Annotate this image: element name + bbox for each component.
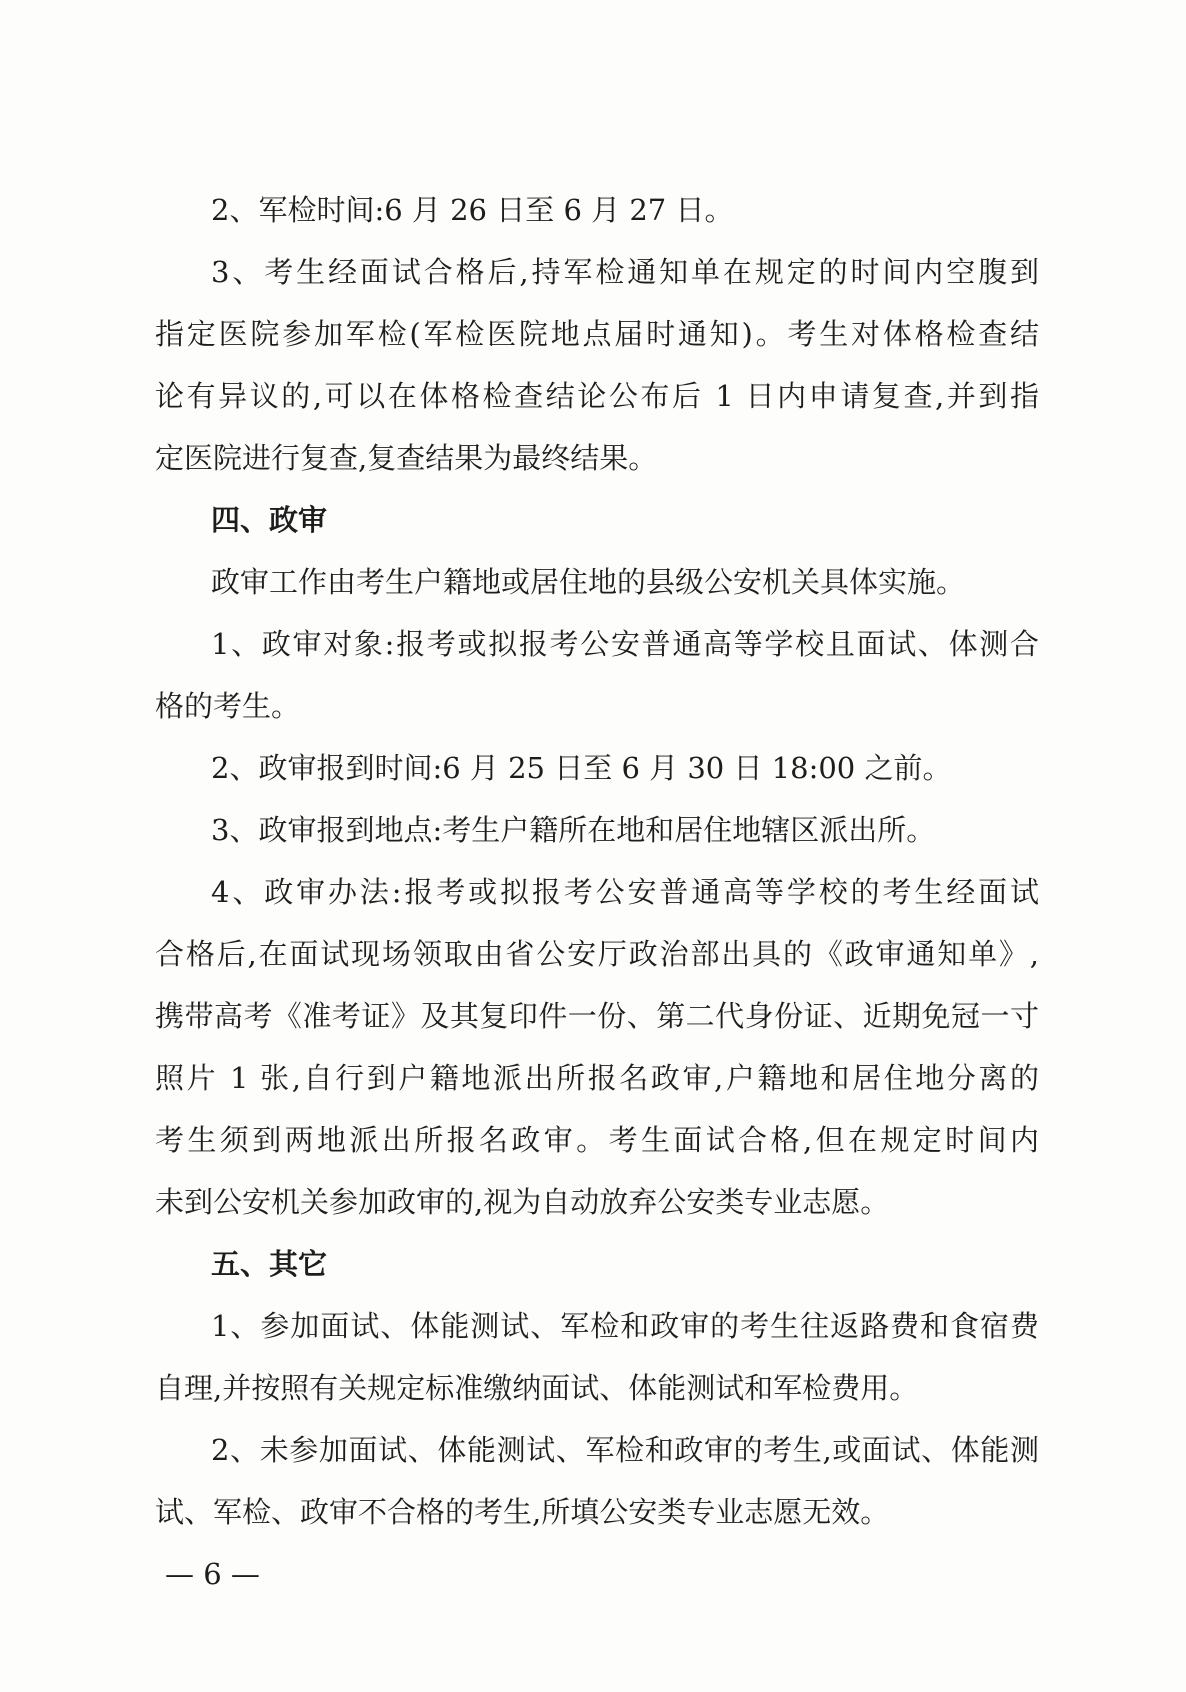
text-line: 格的考生。	[155, 689, 301, 723]
text-line: 1、政审对象:报考或拟报考公安普通高等学校且面试、体测合	[211, 627, 1039, 661]
text-line: 3、政审报到地点:考生户籍所在地和居住地辖区派出所。	[211, 813, 936, 847]
text-line: 合格后,在面试现场领取由省公安厅政治部出具的《政审通知单》,	[155, 937, 1039, 971]
text-line: 2、未参加面试、体能测试、军检和政审的考生,或面试、体能测	[211, 1433, 1039, 1467]
section-heading: 四、政审	[211, 503, 328, 537]
text-line: 4、政审办法:报考或拟报考公安普通高等学校的考生经面试	[211, 875, 1039, 909]
text-line: 3、考生经面试合格后,持军检通知单在规定的时间内空腹到	[211, 255, 1039, 289]
text-line: 1、参加面试、体能测试、军检和政审的考生往返路费和食宿费	[211, 1309, 1039, 1343]
text-line: 论有异议的,可以在体格检查结论公布后 1 日内申请复查,并到指	[155, 379, 1039, 413]
text-line: 定医院进行复查,复查结果为最终结果。	[155, 441, 658, 475]
page-number: — 6 —	[165, 1557, 260, 1591]
text-line: 试、军检、政审不合格的考生,所填公安类专业志愿无效。	[155, 1495, 890, 1529]
text-line: 政审工作由考生户籍地或居住地的县级公安机关具体实施。	[211, 565, 966, 599]
text-line: 2、政审报到时间:6 月 25 日至 6 月 30 日 18:00 之前。	[211, 751, 952, 785]
text-line: 2、军检时间:6 月 26 日至 6 月 27 日。	[211, 193, 734, 227]
text-line: 照片 1 张,自行到户籍地派出所报名政审,户籍地和居住地分离的	[155, 1061, 1039, 1095]
text-line: 未到公安机关参加政审的,视为自动放弃公安类专业志愿。	[155, 1185, 890, 1219]
text-line: 考生须到两地派出所报名政审。考生面试合格,但在规定时间内	[155, 1123, 1039, 1157]
text-line: 自理,并按照有关规定标准缴纳面试、体能测试和军检费用。	[155, 1371, 919, 1405]
text-line: 指定医院参加军检(军检医院地点届时通知)。考生对体格检查结	[155, 317, 1039, 351]
section-heading: 五、其它	[211, 1247, 328, 1281]
text-line: 携带高考《准考证》及其复印件一份、第二代身份证、近期免冠一寸	[155, 999, 1039, 1033]
